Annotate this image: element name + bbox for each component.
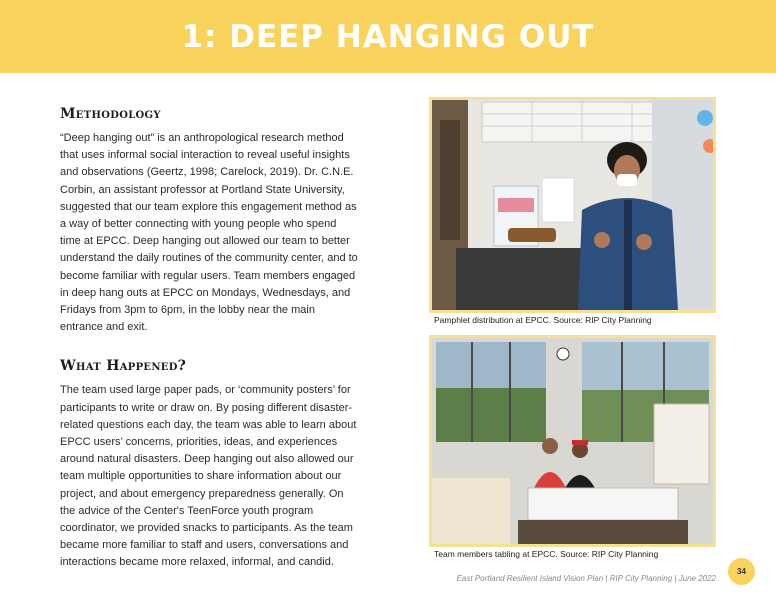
text-column — [60, 106, 360, 572]
footer-text: East Portland Resilient Island Vision Plan | RIP City Planning | June 2022 — [456, 574, 716, 583]
what-happened-body: The team used large paper pads, or ‘community posters’ for participants to write or draw on. By posing different disaster-related questions each day, the team was able to learn about EPCC users’ concerns, priorities, ideas, and experiences around natural disasters. Deep hanging out also allowed our team multiple opportunities to share information about our project, and about emergency preparedness generally. On the advice of the Center's TeenForce youth program coordinator, we provided snacks to participants. As the team became more familiar to staff and users, conversations and interactions became more relaxed, informal, and candid. — [60, 384, 357, 569]
photo-pamphlet-distribution — [429, 97, 716, 313]
photo-tabling-image — [432, 338, 713, 544]
page-number-badge — [728, 558, 755, 585]
methodology-body: “Deep hanging out” is an anthropological research method that uses informal social interaction to reveal useful insights and observations (Geertz, 1998; Carelock, 2019). Dr. C.N.E. Corbin, an assistant professor at Portland State University, suggested that our team explore this engagement method as a way of better connecting with young people who spend time at EPCC. Deep hanging out allowed our team to better understand the daily routines of the community center, and to become familiar with regular users. Team members engaged in deep hang outs at EPCC on Mondays, Wednesdays, and Fridays from 3pm to 6pm, in the lobby near the main entrance and exit. — [60, 132, 358, 334]
page-title: 1: DEEP HANGING OUT — [181, 18, 595, 55]
methodology-heading: Methodology — [60, 106, 161, 122]
photo-pamphlet-image — [432, 100, 713, 310]
header-banner — [0, 0, 776, 73]
photo-team-tabling — [429, 335, 716, 547]
photo-tabling-caption: Team members tabling at EPCC. Source: RIP City Planning — [434, 549, 659, 559]
what-happened-heading: What Happened? — [60, 358, 187, 375]
photo-pamphlet-caption: Pamphlet distribution at EPCC. Source: RIP City Planning — [434, 315, 652, 325]
page-number: 34 — [737, 567, 746, 576]
